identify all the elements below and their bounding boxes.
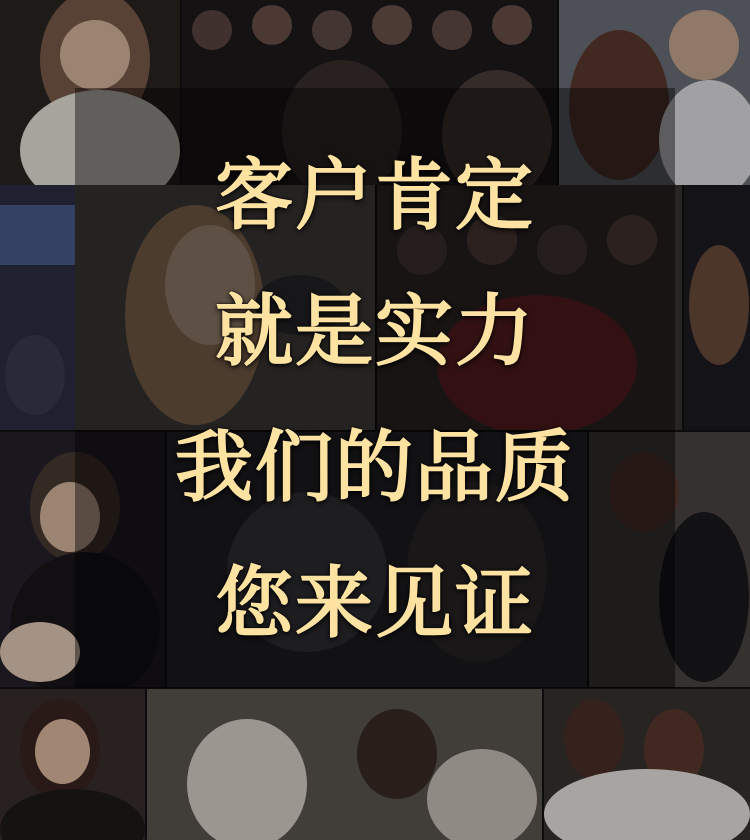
headline-line-3: 我们的品质 — [174, 423, 575, 513]
headline-line-4: 您来见证 — [214, 559, 535, 649]
headline — [0, 150, 750, 694]
photo-tile-group-smile — [0, 689, 145, 840]
headline-line-2: 就是实力 — [214, 287, 535, 377]
headline-line-1: 客户肯定 — [214, 151, 535, 241]
photo-tile-workshop — [147, 689, 542, 840]
photo-tile-staff-right — [544, 689, 750, 840]
